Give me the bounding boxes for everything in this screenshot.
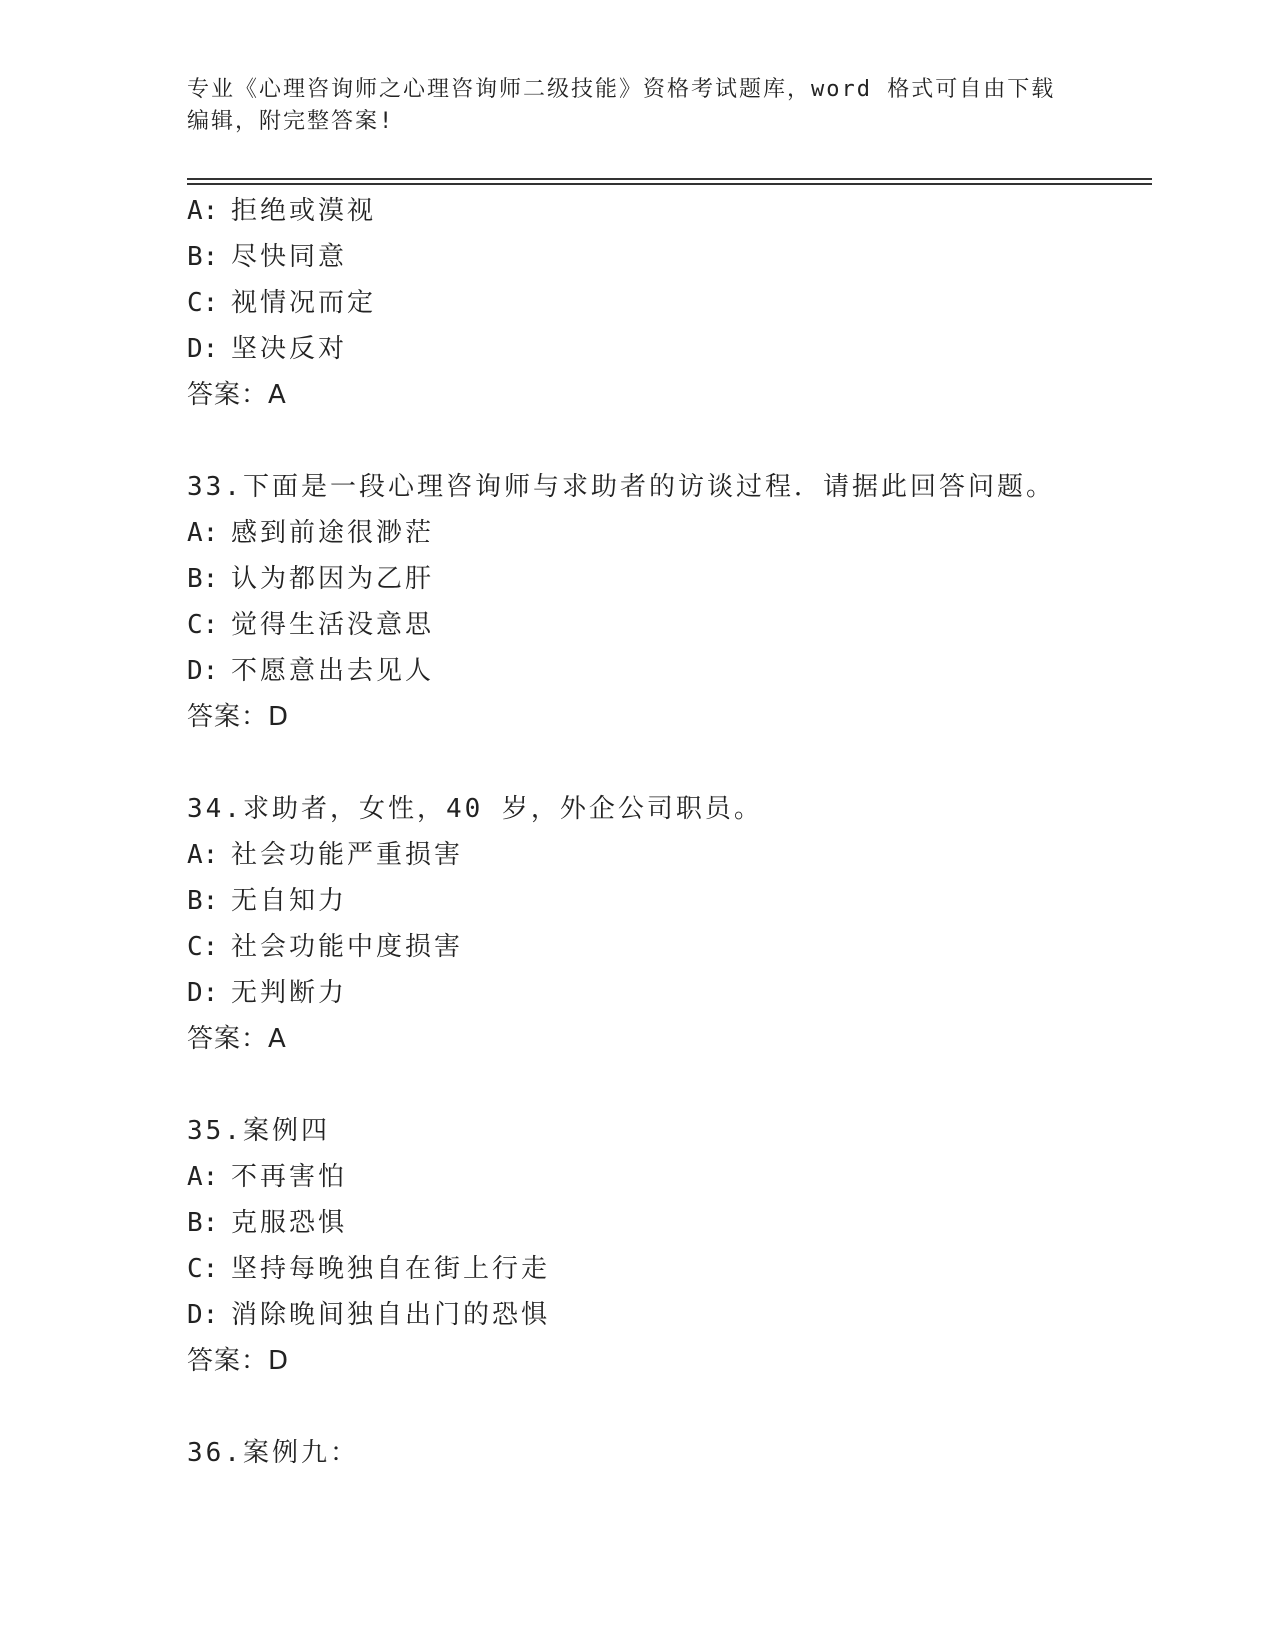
option-text: 感到前途很渺茫 [231,518,435,548]
option-c [187,280,1147,326]
option-key: B: [187,242,219,272]
option-key: A: [187,840,219,870]
option-key: C: [187,610,219,640]
option-key: C: [187,1254,219,1284]
option-b [187,1200,1147,1246]
question-block-36 [187,1430,1147,1476]
option-key: D: [187,978,219,1008]
option-text: 坚决反对 [231,334,348,364]
option-key: C: [187,932,219,962]
option-d [187,1292,1147,1338]
option-key: D: [187,656,219,686]
option-d [187,326,1147,372]
option-b [187,234,1147,280]
option-d [187,970,1147,1016]
option-text: 无自知力 [231,886,348,916]
option-text: 视情况而定 [231,288,377,318]
option-text: 无判断力 [231,978,348,1008]
option-b [187,556,1147,602]
option-text: 克服恐惧 [231,1208,348,1238]
question-list [187,188,1147,1522]
question-block-34 [187,786,1147,1062]
header-line-2: 编辑，附完整答案! [187,109,395,134]
question-title: 35.案例四 [187,1116,330,1146]
option-text: 拒绝或漠视 [231,196,377,226]
option-a [187,832,1147,878]
option-text: 社会功能中度损害 [231,932,464,962]
option-a [187,188,1147,234]
option-d [187,648,1147,694]
option-key: B: [187,564,219,594]
answer-line: 答案：D [187,1346,290,1376]
option-a [187,510,1147,556]
option-text: 社会功能严重损害 [231,840,464,870]
option-b [187,878,1147,924]
header-divider-top [187,178,1152,180]
option-text: 认为都因为乙肝 [231,564,435,594]
option-text: 不愿意出去见人 [231,656,435,686]
answer-line: 答案：D [187,702,290,732]
option-key: D: [187,1300,219,1330]
header-line-1: 专业《心理咨询师之心理咨询师二级技能》资格考试题库，word 格式可自由下载 [187,77,1056,102]
option-key: A: [187,1162,219,1192]
option-text: 消除晚间独自出门的恐惧 [231,1300,551,1330]
option-key: B: [187,886,219,916]
option-text: 不再害怕 [231,1162,348,1192]
question-title: 34.求助者，女性，40 岁，外企公司职员。 [187,794,763,824]
question-title: 33.下面是一段心理咨询师与求助者的访谈过程．请据此回答问题。 [187,472,1055,502]
document-header [187,74,1067,138]
option-text: 觉得生活没意思 [231,610,435,640]
question-title: 36.案例九： [187,1438,359,1468]
answer-line: 答案：A [187,1024,287,1054]
option-key: A: [187,196,219,226]
option-c [187,602,1147,648]
option-key: B: [187,1208,219,1238]
option-key: D: [187,334,219,364]
question-block-32 [187,188,1147,418]
option-key: C: [187,288,219,318]
option-text: 坚持每晚独自在街上行走 [231,1254,551,1284]
option-text: 尽快同意 [231,242,348,272]
option-c [187,924,1147,970]
option-a [187,1154,1147,1200]
answer-line: 答案：A [187,380,287,410]
question-block-33 [187,464,1147,740]
question-block-35 [187,1108,1147,1384]
option-c [187,1246,1147,1292]
header-divider-bottom [187,183,1152,185]
option-key: A: [187,518,219,548]
